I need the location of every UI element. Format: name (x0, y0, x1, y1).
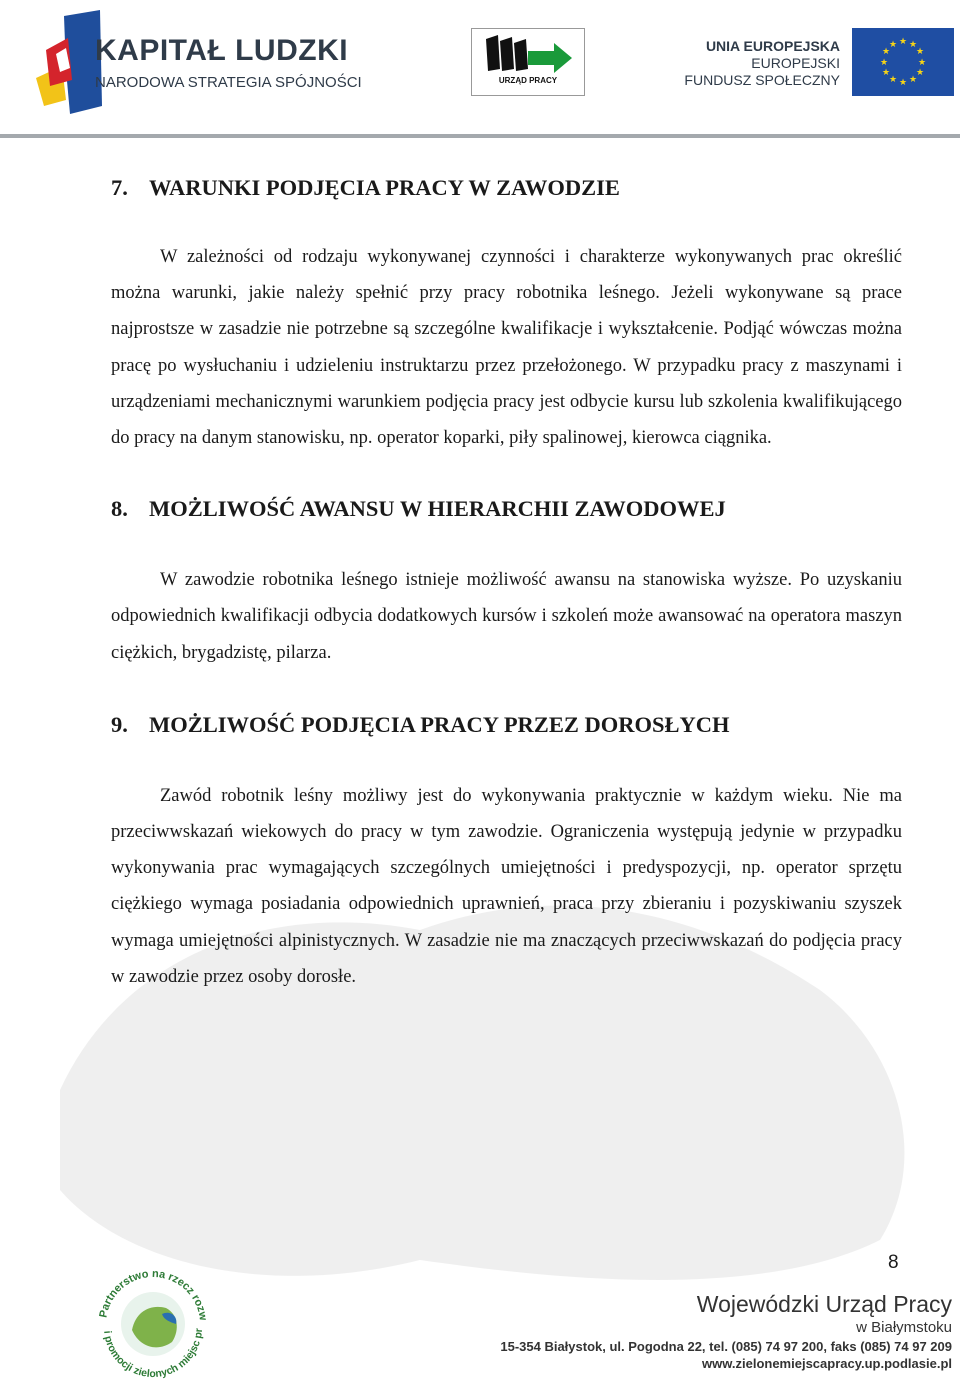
svg-text:★: ★ (908, 75, 918, 85)
urzad-pracy-logo (471, 28, 585, 96)
svg-text:★: ★ (879, 58, 889, 68)
svg-text:★: ★ (888, 40, 898, 50)
svg-text:★: ★ (898, 78, 908, 88)
svg-text:★: ★ (915, 68, 925, 78)
badge-bottom-text: i promocji zielonych miejsc pr (101, 1327, 206, 1380)
svg-text:★: ★ (881, 47, 891, 57)
section-8-title: MOŻLIWOŚĆ AWANSU W HIERARCHII ZAWODOWEJ (149, 496, 726, 522)
section-7-number: 7. (111, 175, 128, 200)
section-8-paragraph: W zawodzie robotnika leśnego istnieje możliwość awansu na stanowiska wyższe. Po uzyskaniu odpowiednich kwalifikacji odbycia dodatkowych kursów i szkoleń może awansować na operatora maszyn ciężkich, brygadzistę, pilarza. (111, 570, 902, 663)
office-name: Wojewódzki Urząd Pracy (696, 1291, 952, 1317)
svg-text:★: ★ (881, 68, 891, 78)
eu-text-block (684, 38, 840, 89)
section-9-title: MOŻLIWOŚĆ PODJĘCIA PRACY PRZEZ DOROSŁYCH (149, 711, 730, 737)
section-9-number: 9. (111, 711, 128, 737)
office-city: w Białymstoku (856, 1319, 952, 1336)
green-jobs-logo-icon (92, 1258, 214, 1380)
section-7-title: WARUNKI PODJĘCIA PRACY W ZAWODZIE (149, 175, 620, 200)
svg-text:★: ★ (888, 75, 898, 85)
svg-text:★: ★ (898, 37, 908, 47)
svg-text:★: ★ (915, 47, 925, 57)
office-address: 15-354 Białystok, ul. Pogodna 22, tel. (085) 74 97 200, faks (085) 74 97 209 (500, 1339, 952, 1354)
eu-line-1: UNIA EUROPEJSKA (705, 38, 840, 54)
section-8-number: 8. (111, 496, 128, 522)
header-divider (0, 134, 960, 138)
kapital-ludzki-title: KAPITAŁ LUDZKI (95, 34, 349, 67)
eu-flag-icon (852, 28, 954, 96)
svg-text:★: ★ (908, 40, 918, 50)
kapital-ludzki-subtitle: NARODOWA STRATEGIA SPÓJNOŚCI (95, 74, 362, 91)
section-8-heading (111, 496, 902, 522)
urzad-pracy-label: URZĄD PRACY (498, 76, 558, 85)
page-header (0, 0, 960, 138)
section-7-heading (111, 175, 902, 201)
section-9-heading (111, 712, 902, 738)
document-body (111, 175, 902, 995)
badge-top-text: Partnerstwo na rzecz rozw (97, 1267, 209, 1322)
eu-line-3: FUNDUSZ SPOŁECZNY (684, 72, 840, 88)
svg-text:★: ★ (917, 58, 927, 68)
page-number: 8 (888, 1252, 899, 1273)
green-jobs-badge (92, 1258, 214, 1380)
office-website-link[interactable]: www.zielonemiejscapracy.up.podlasie.pl (702, 1356, 952, 1371)
office-footer (500, 1290, 952, 1372)
eu-line-2: EUROPEJSKI (751, 55, 840, 71)
urzad-pracy-icon (472, 29, 584, 79)
section-7-paragraph: W zależności od rodzaju wykonywanej czynności i charakterze wykonywanych prac określić można warunki, jakie należy spełnić przy pracy robotnika leśnego. Jeżeli wykonywane są prace najprostsze w zasadzie nie potrzebne są szczególne kwalifikacje i wykształcenie. Podjąć wówczas można pracę po wysłuchaniu i udzieleniu instruktarzu przez przełożonego. W przypadku pracy z maszynami i urządzeniami mechanicznymi warunkiem podjęcia pracy jest odbycie kursu lub szkolenia kwalifikującego do pracy na danym stanowisku, np. operator koparki, piły spalinowej, kierowca ciągnika. (111, 247, 902, 449)
section-9-paragraph: Zawód robotnik leśny możliwy jest do wykonywania praktycznie w każdym wieku. Nie ma przeciwwskazań wiekowych do pracy w tym zawodzie. Ograniczenia występują jedynie w przypadku wykonywania prac wymagających szczególnych umiejętności i predyspozycji, np. operator sprzętu ciężkiego wymaga posiadania odpowiednich uprawnień, praca przy zbieraniu i pozyskiwaniu szyszek wymaga umiejętności alpinistycznych. W zasadzie nie ma znaczących przeciwwskazań do podjęcia pracy w zawodzie przez osoby dorosłe. (111, 785, 902, 987)
